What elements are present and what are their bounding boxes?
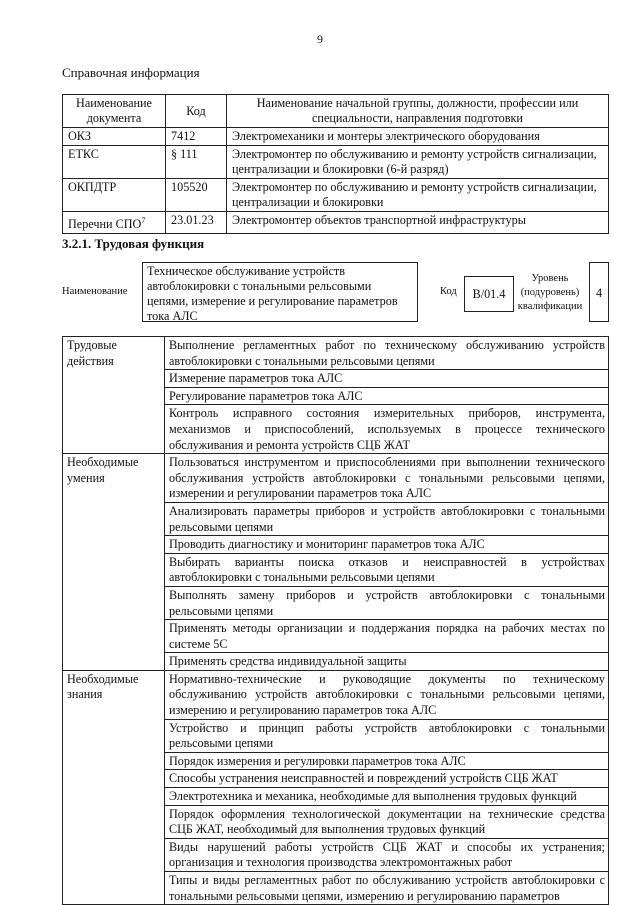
- requirement-item: Выполнять замену приборов и устройств автоблокировки с тональными рельсовыми цепями: [165, 586, 609, 619]
- requirement-item: Проводить диагностику и мониторинг параметров тока АЛС: [165, 536, 609, 554]
- requirement-category: Трудовые действия: [63, 337, 165, 370]
- requirement-row: [63, 752, 609, 770]
- table-row: [63, 179, 609, 212]
- requirement-category: [63, 770, 165, 788]
- function-name: Техническое обслуживание устройств автоблокировки с тональными рельсовыми цепями, измерение и регулирование параметров тока АЛС: [142, 262, 418, 322]
- row-name: Электромеханики и монтеры электрического оборудования: [227, 128, 609, 146]
- requirement-item: Выбирать варианты поиска отказов и неисправностей в устройствах автоблокировки с тональными рельсовыми цепями: [165, 553, 609, 586]
- requirement-category: [63, 405, 165, 454]
- requirement-item: Применять средства индивидуальной защиты: [165, 653, 609, 671]
- requirement-row: [63, 872, 609, 905]
- row-document-text: Перечни СПО: [68, 217, 142, 232]
- requirement-item: Пользоваться инструментом и приспособлениями при выполнении технического обслуживания устройств автоблокировки с тональными рельсовыми цепями, измерении и регулировании параметров тока АЛС: [165, 454, 609, 503]
- reference-header-row: [63, 95, 609, 128]
- header-document: Наименование документа: [63, 95, 166, 128]
- requirement-item: Типы и виды регламентных работ по обслуживанию устройств автоблокировки с тональными рельсовыми цепями, измерению и регулированию параметров: [165, 872, 609, 905]
- requirement-category: [63, 872, 165, 905]
- row-code: 23.01.23: [166, 212, 227, 234]
- requirement-item: Электротехника и механика, необходимые для выполнения трудовых функций: [165, 788, 609, 806]
- page-number: 9: [317, 32, 323, 46]
- requirement-category: [63, 838, 165, 871]
- row-name: Электромонтер объектов транспортной инфраструктуры: [227, 212, 609, 234]
- table-row: [63, 146, 609, 179]
- requirement-category: [63, 620, 165, 653]
- reference-title: Справочная информация: [62, 65, 200, 80]
- requirement-item: Регулирование параметров тока АЛС: [165, 387, 609, 405]
- requirement-category: Необходимые умения: [63, 454, 165, 503]
- requirement-item: Устройство и принцип работы устройств автоблокировки с тональными рельсовыми цепями: [165, 719, 609, 752]
- row-code: § 111: [166, 146, 227, 179]
- requirement-row: [63, 454, 609, 503]
- function-name-label: Наименование: [62, 286, 128, 297]
- header-name: Наименование начальной группы, должности, профессии или специальности, направления подготовки: [227, 95, 609, 128]
- requirement-row: [63, 788, 609, 806]
- requirement-item: Порядок оформления технологической документации на технические средства СЦБ ЖАТ, необходимый для выполнения трудовых функций: [165, 805, 609, 838]
- table-row: [63, 212, 609, 234]
- reference-table: [62, 94, 609, 234]
- row-name: Электромонтер по обслуживанию и ремонту устройств сигнализации, централизации и блокировки (6-й разряд): [227, 146, 609, 179]
- requirement-row: [63, 653, 609, 671]
- requirement-category: [63, 788, 165, 806]
- requirement-category: [63, 553, 165, 586]
- header-code: Код: [166, 95, 227, 128]
- function-level-label: Уровень (подуровень) квалификации: [517, 273, 583, 312]
- requirement-item: Нормативно-технические и руководящие документы по техническому обслуживанию устройств автоблокировки с тональными рельсовыми цепями, измерению и регулированию параметров тока АЛС: [165, 670, 609, 719]
- requirement-row: [63, 553, 609, 586]
- requirement-row: [63, 770, 609, 788]
- requirement-item: Измерение параметров тока АЛС: [165, 370, 609, 388]
- row-name: Электромонтер по обслуживанию и ремонту устройств сигнализации, централизации и блокировки: [227, 179, 609, 212]
- function-code-label: Код: [440, 286, 457, 297]
- requirement-row: [63, 670, 609, 719]
- requirement-item: Контроль исправного состояния измерительных приборов, инструмента, механизмов и приспособлений, используемых в процессе технического обслуживания и ремонта устройств СЦБ ЖАТ: [165, 405, 609, 454]
- requirement-category: [63, 370, 165, 388]
- requirement-row: [63, 536, 609, 554]
- requirement-row: [63, 586, 609, 619]
- requirement-category: [63, 536, 165, 554]
- requirement-item: Виды нарушений работы устройств СЦБ ЖАТ и способы их устранения; организация и технология производства электромонтажных работ: [165, 838, 609, 871]
- table-row: [63, 128, 609, 146]
- requirement-item: Способы устранения неисправностей и повреждений устройств СЦБ ЖАТ: [165, 770, 609, 788]
- row-document: ОКЗ: [63, 128, 166, 146]
- row-document: [63, 212, 166, 234]
- requirement-item: Применять методы организации и поддержания порядка на рабочих местах по системе 5С: [165, 620, 609, 653]
- requirement-category: [63, 653, 165, 671]
- requirement-item: Порядок измерения и регулировки параметров тока АЛС: [165, 752, 609, 770]
- requirement-row: [63, 337, 609, 370]
- section-title: 3.2.1. Трудовая функция: [62, 236, 205, 251]
- requirement-row: [63, 387, 609, 405]
- row-document: ЕТКС: [63, 146, 166, 179]
- function-header: [62, 262, 609, 326]
- function-level: 4: [589, 262, 609, 322]
- requirement-row: [63, 719, 609, 752]
- requirement-category: [63, 752, 165, 770]
- requirement-category: [63, 387, 165, 405]
- requirement-category: [63, 805, 165, 838]
- requirement-category: [63, 719, 165, 752]
- requirement-category: [63, 502, 165, 535]
- row-code: 105520: [166, 179, 227, 212]
- function-code: B/01.4: [464, 276, 514, 312]
- requirement-row: [63, 405, 609, 454]
- requirement-category: [63, 586, 165, 619]
- row-code: 7412: [166, 128, 227, 146]
- requirement-row: [63, 805, 609, 838]
- footnote-marker: 7: [141, 216, 146, 225]
- requirement-row: [63, 620, 609, 653]
- row-document: ОКПДТР: [63, 179, 166, 212]
- requirement-row: [63, 838, 609, 871]
- requirement-row: [63, 370, 609, 388]
- requirement-row: [63, 502, 609, 535]
- requirements-table: [62, 336, 609, 905]
- requirement-category: Необходимые знания: [63, 670, 165, 719]
- requirement-item: Анализировать параметры приборов и устройств автоблокировки с тональными рельсовыми цепями: [165, 502, 609, 535]
- requirement-item: Выполнение регламентных работ по техническому обслуживанию устройств автоблокировки с тональными рельсовыми цепями: [165, 337, 609, 370]
